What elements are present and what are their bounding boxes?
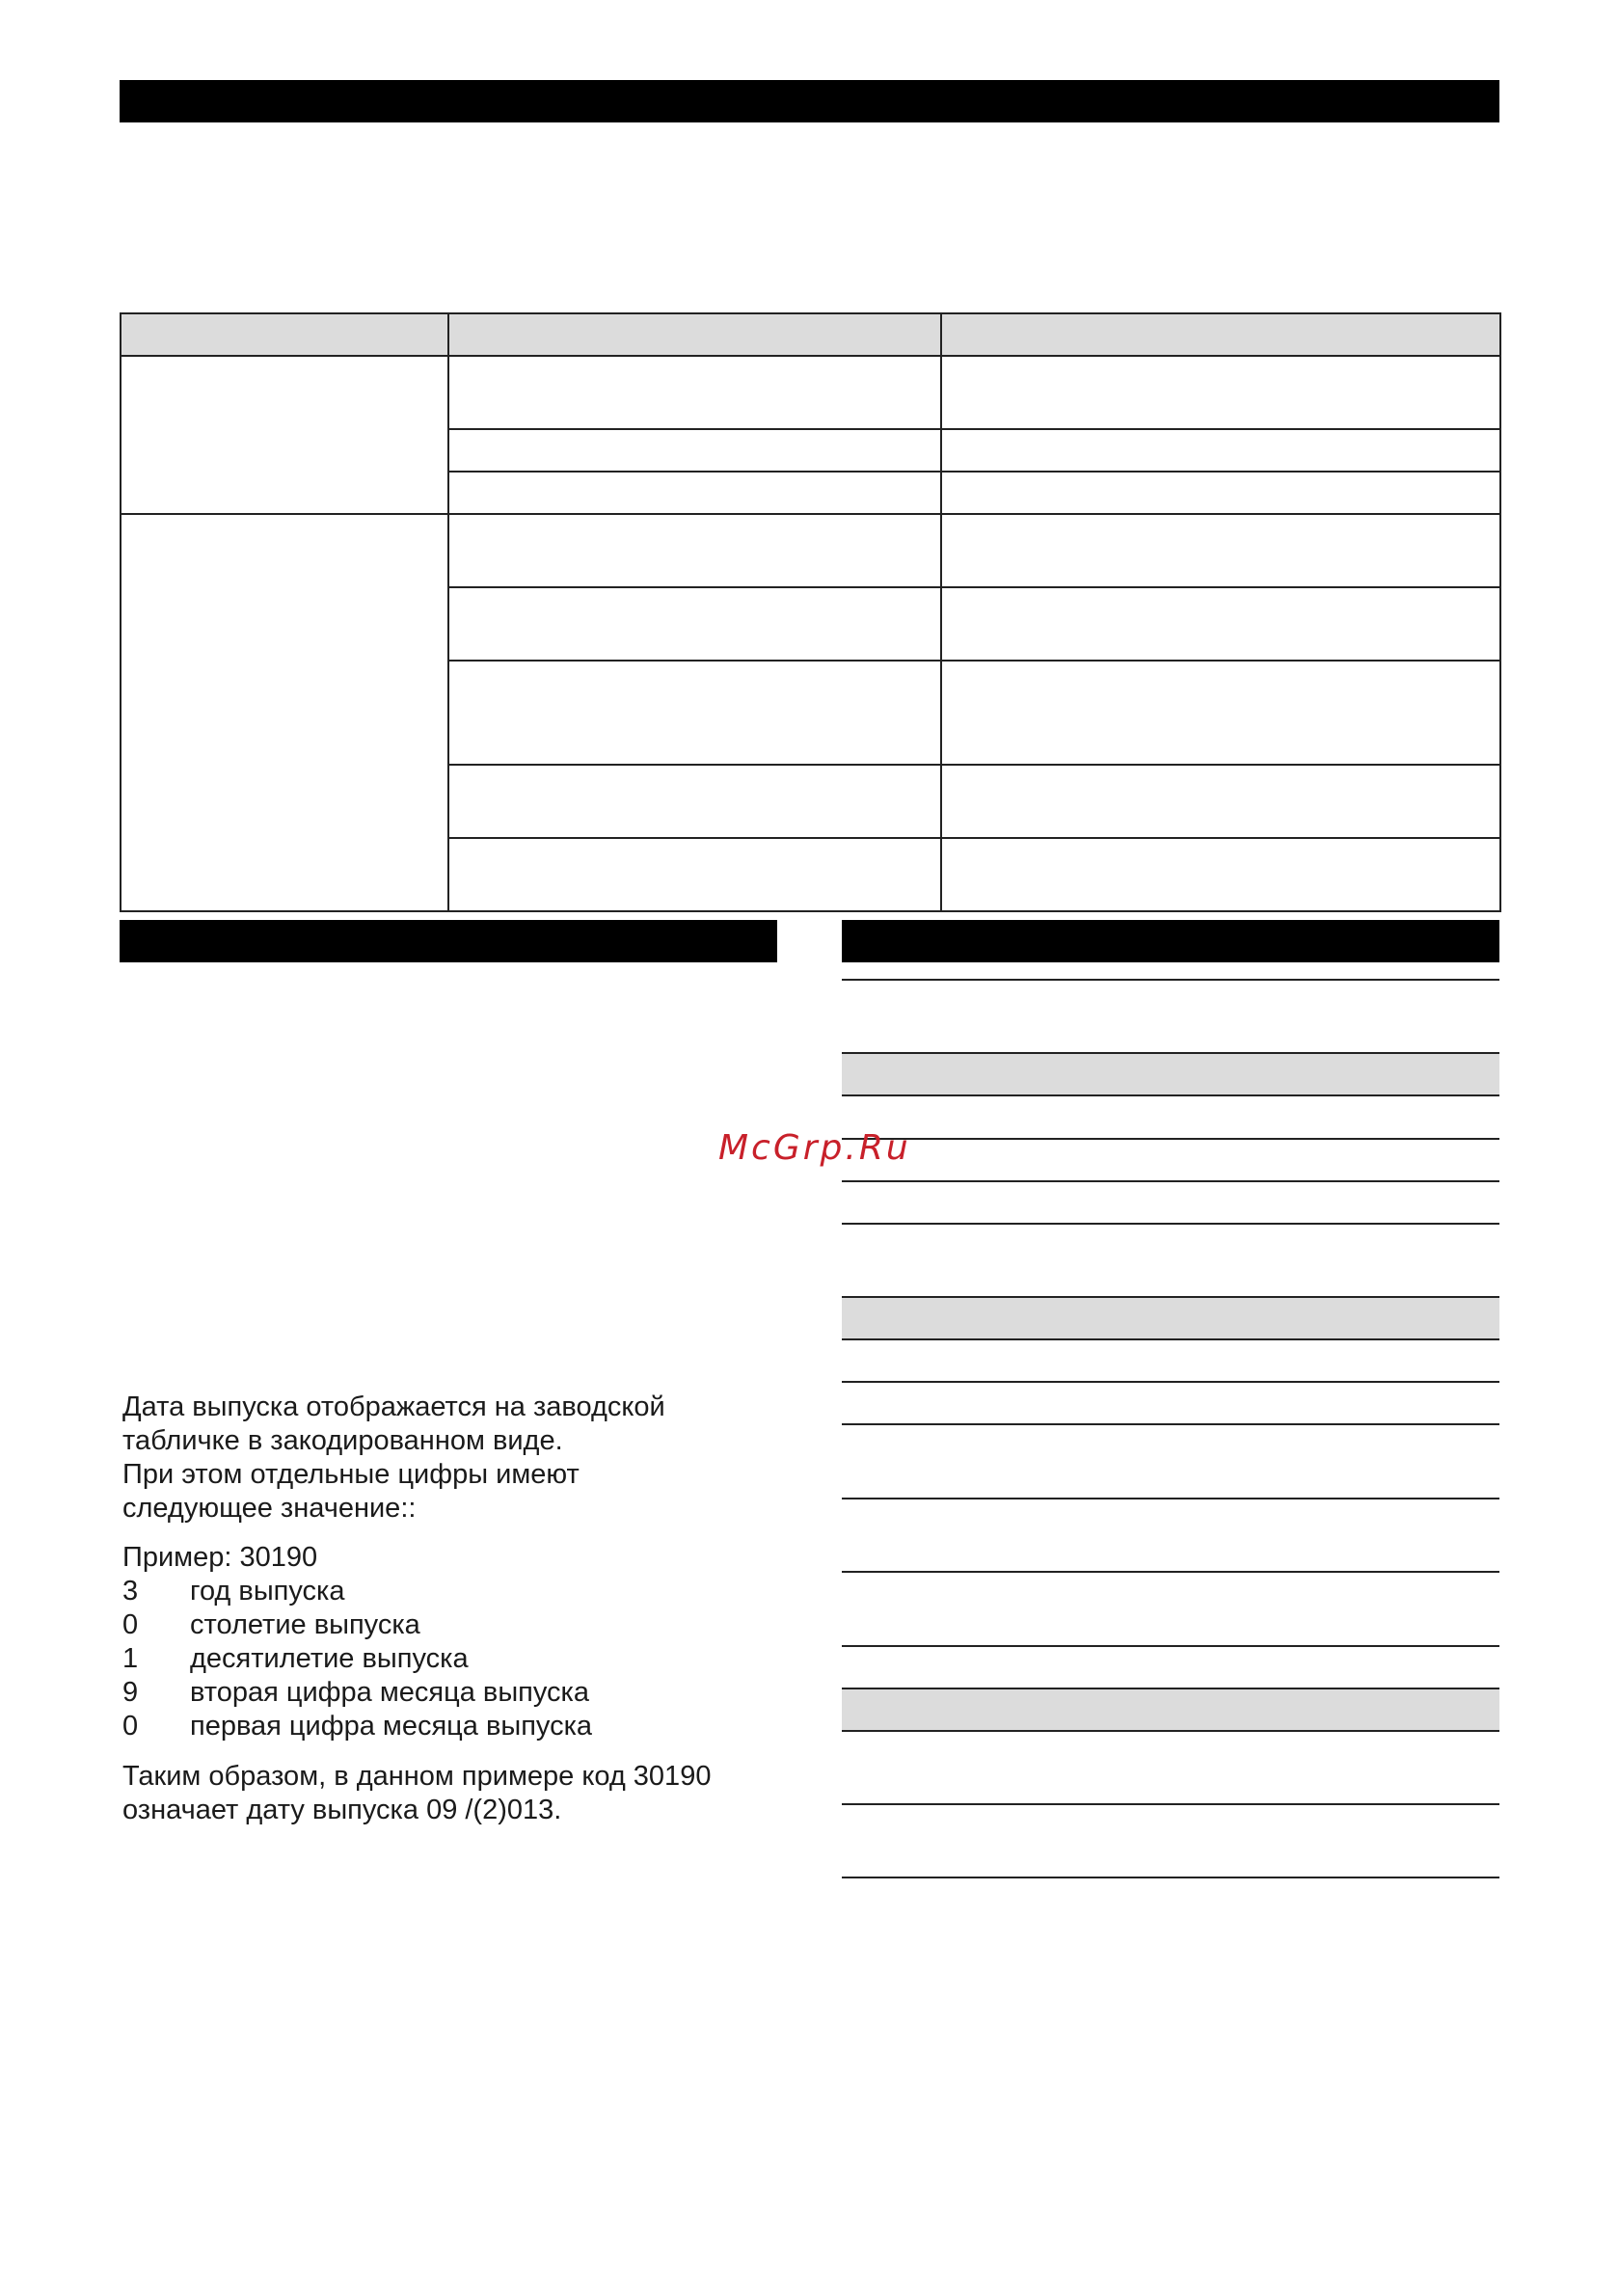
table-header-cell — [448, 313, 941, 356]
spec-row-divider — [842, 1223, 1499, 1225]
legend-meaning: столетие выпуска — [190, 1609, 420, 1640]
spec-row-divider — [842, 1730, 1499, 1732]
table-cell — [448, 472, 941, 514]
spec-row-divider — [842, 1498, 1499, 1499]
table-cell — [941, 661, 1500, 765]
spec-row-divider — [842, 979, 1499, 981]
table-header-cell — [121, 313, 448, 356]
text-line: При этом отдельные цифры имеют — [122, 1459, 580, 1490]
watermark: McGrp.Ru — [718, 1128, 911, 1168]
legend-digit: 1 — [122, 1643, 139, 1674]
table-cell — [448, 514, 941, 587]
table-cell — [448, 587, 941, 661]
spec-row-divider — [842, 1803, 1499, 1805]
text-line: Таким образом, в данном примере код 30190 — [122, 1761, 712, 1792]
spec-row-divider — [842, 1094, 1499, 1096]
spec-row-divider — [842, 1423, 1499, 1425]
spec-row-divider — [842, 1571, 1499, 1573]
table-cell — [448, 429, 941, 472]
legend-row — [122, 1676, 592, 1710]
left-section-header-bar — [120, 920, 777, 962]
legend-digit: 0 — [122, 1711, 139, 1742]
spec-row-divider — [842, 1296, 1499, 1298]
text-line: табличке в закодированном виде. — [122, 1425, 563, 1456]
table-cell — [941, 514, 1500, 587]
troubleshooting-table — [120, 312, 1501, 912]
legend-row — [122, 1710, 592, 1743]
table-row — [121, 356, 1500, 429]
table-cell — [448, 838, 941, 911]
spec-row-divider — [842, 1877, 1499, 1878]
table-cell — [121, 514, 448, 911]
spec-row-divider — [842, 1052, 1499, 1054]
legend-meaning: год выпуска — [190, 1576, 345, 1607]
table-header-row — [121, 313, 1500, 356]
legend-digit: 0 — [122, 1609, 139, 1640]
spec-group-header — [842, 1688, 1499, 1731]
table-header-cell — [941, 313, 1500, 356]
text-line: означает дату выпуска 09 /(2)013. — [122, 1795, 562, 1825]
legend-digit: 3 — [122, 1576, 139, 1607]
legend-row — [122, 1642, 592, 1676]
text-line: следующее значение:: — [122, 1493, 417, 1524]
table-cell — [941, 765, 1500, 838]
spec-row-divider — [842, 1688, 1499, 1689]
table-cell — [448, 661, 941, 765]
spec-row-divider — [842, 1338, 1499, 1340]
spec-group-header — [842, 1053, 1499, 1095]
table-cell — [941, 838, 1500, 911]
spec-row-divider — [842, 1645, 1499, 1647]
legend-row — [122, 1608, 592, 1642]
table-cell — [121, 356, 448, 514]
legend-meaning: вторая цифра месяца выпуска — [190, 1677, 590, 1708]
table-cell — [941, 429, 1500, 472]
legend-meaning: десятилетие выпуска — [190, 1643, 469, 1674]
date-code-intro — [122, 1391, 665, 1526]
legend-meaning: первая цифра месяца выпуска — [190, 1711, 593, 1742]
table-cell — [448, 356, 941, 429]
spec-group-header — [842, 1297, 1499, 1339]
spec-row-divider — [842, 1381, 1499, 1383]
spec-row-divider — [842, 1180, 1499, 1182]
legend-row — [122, 1575, 592, 1608]
spec-row-divider — [842, 1138, 1499, 1140]
date-code-legend — [122, 1575, 592, 1743]
table-row — [121, 514, 1500, 587]
date-code-conclusion — [122, 1760, 711, 1827]
legend-digit: 9 — [122, 1677, 139, 1708]
example-label: Пример: 30190 — [122, 1542, 318, 1573]
table-cell — [941, 587, 1500, 661]
right-section-header-bar — [842, 920, 1499, 962]
table-cell — [941, 356, 1500, 429]
text-line: Дата выпуска отображается на заводской — [122, 1391, 665, 1422]
top-header-bar — [120, 80, 1499, 122]
table-cell — [448, 765, 941, 838]
table-cell — [941, 472, 1500, 514]
